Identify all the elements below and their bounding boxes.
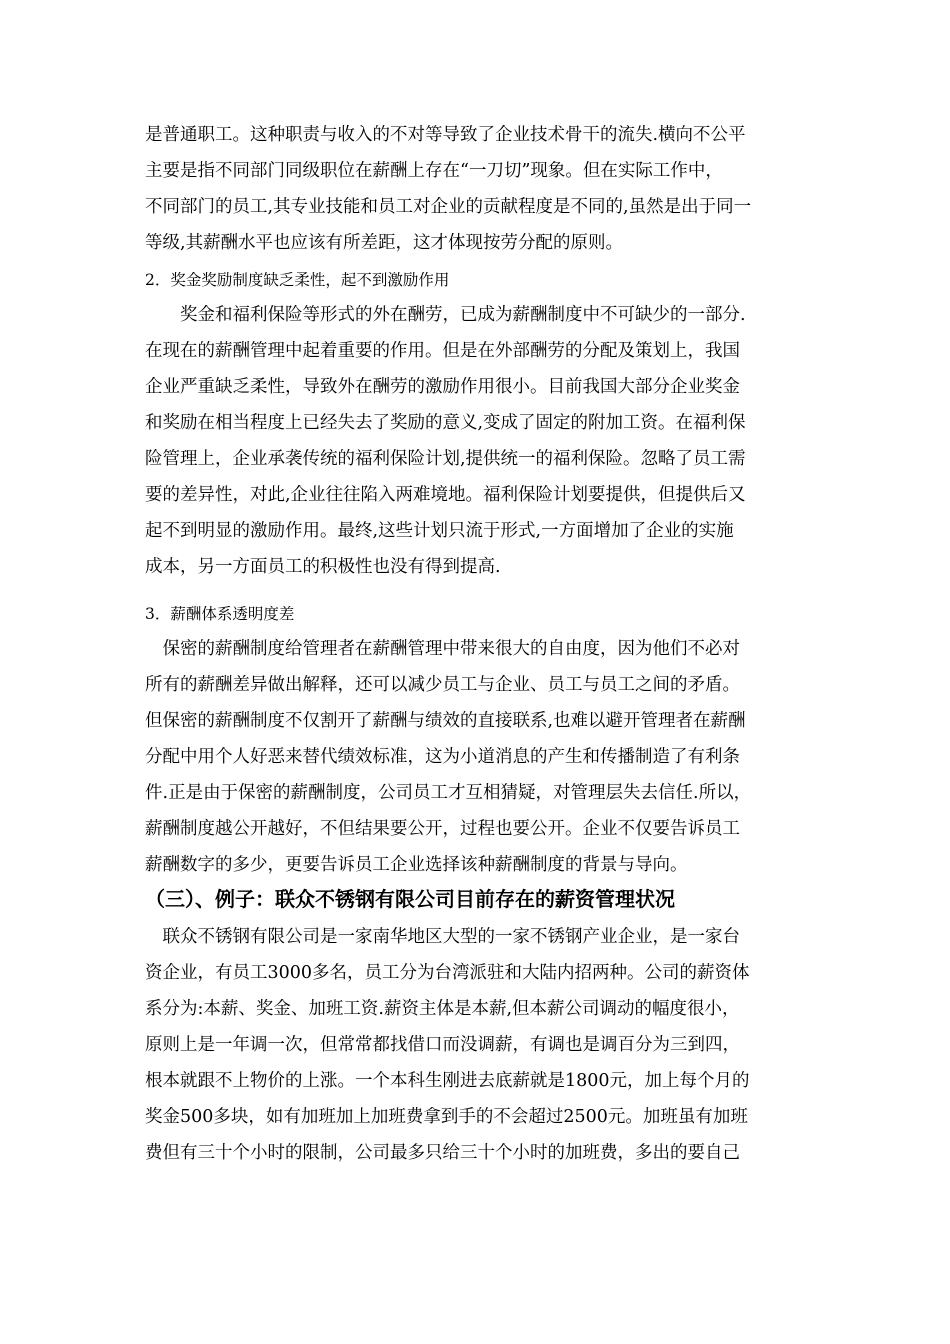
paragraph-line: 起不到明显的激励作用。最终,这些计划只流于形式,一方面增加了企业的实施 <box>145 521 734 541</box>
paragraph-line: 系分为:本薪、奖金、加班工资.薪资主体是本薪,但本薪公司调动的幅度很小， <box>145 999 740 1019</box>
paragraph-line: 成本，另一方面员工的积极性也没有得到提高. <box>145 557 501 577</box>
paragraph-line: 奖金和福利保险等形式的外在酬劳，已成为薪酬制度中不可缺少的一部分. <box>145 305 746 325</box>
paragraph-line: 薪酬数字的多少，更要告诉员工企业选择该种薪酬制度的背景与导向。 <box>145 855 688 875</box>
paragraph-line: 企业严重缺乏柔性，导致外在酬劳的激励作用很小。目前我国大部分企业奖金 <box>145 377 740 397</box>
paragraph-line: 薪酬制度越公开越好，不但结果要公开，过程也要公开。企业不仅要告诉员工 <box>145 819 740 839</box>
paragraph-line: 要的差异性，对此,企业往往陷入两难境地。福利保险计划要提供，但提供后又 <box>145 485 746 505</box>
paragraph-line: 分配中用个人好恶来替代绩效标准，这为小道消息的产生和传播制造了有利条 <box>145 747 740 767</box>
subheading-transparency: 3．薪酬体系透明度差 <box>145 605 295 623</box>
section-heading: （三）、例子：联众不锈钢有限公司目前存在的薪资管理状况 <box>145 887 675 911</box>
paragraph-line: 根本就跟不上物价的上涨。一个本科生刚进去底薪就是1800元，加上每个月的 <box>145 1071 750 1091</box>
paragraph-line: 原则上是一年调一次，但常常都找借口而没调薪，有调也是调百分为三到四， <box>145 1035 740 1055</box>
paragraph-line: 联众不锈钢有限公司是一家南华地区大型的一家不锈钢产业企业，是一家台 <box>145 927 740 947</box>
paragraph-line: 资企业，有员工3000多名，员工分为台湾派驻和大陆内招两种。公司的薪资体 <box>145 963 750 983</box>
paragraph-line: 奖金500多块，如有加班加上加班费拿到手的不会超过2500元。加班虽有加班 <box>145 1107 748 1127</box>
paragraph-line: 不同部门的员工,其专业技能和员工对企业的贡献程度是不同的,虽然是出于同一 <box>145 197 752 217</box>
paragraph-line: 保密的薪酬制度给管理者在薪酬管理中带来很大的自由度，因为他们不必对 <box>145 639 740 659</box>
paragraph-line: 主要是指不同部门同级职位在薪酬上存在“一刀切”现象。但在实际工作中， <box>145 161 723 181</box>
paragraph-line: 所有的薪酬差异做出解释，还可以减少员工与企业、员工与员工之间的矛盾。 <box>145 675 740 695</box>
paragraph-line: 等级,其薪酬水平也应该有所差距，这才体现按劳分配的原则。 <box>145 233 624 253</box>
paragraph-line: 件.正是由于保密的薪酬制度，公司员工才互相猜疑，对管理层失去信任.所以， <box>145 783 752 803</box>
paragraph-line: 费但有三十个小时的限制，公司最多只给三十个小时的加班费，多出的要自己 <box>145 1143 740 1163</box>
paragraph-line: 在现在的薪酬管理中起着重要的作用。但是在外部酬劳的分配及策划上，我国 <box>145 341 740 361</box>
paragraph-line: 是普通职工。这种职责与收入的不对等导致了企业技术骨干的流失.横向不公平 <box>145 125 746 145</box>
paragraph-line: 和奖励在相当程度上已经失去了奖励的意义,变成了固定的附加工资。在福利保 <box>145 413 746 433</box>
subheading-bonus-system: 2．奖金奖励制度缺乏柔性，起不到激励作用 <box>145 271 450 289</box>
paragraph-line: 险管理上，企业承袭传统的福利保险计划,提供统一的福利保险。忽略了员工需 <box>145 449 746 469</box>
paragraph-line: 但保密的薪酬制度不仅割开了薪酬与绩效的直接联系,也难以避开管理者在薪酬 <box>145 711 746 731</box>
